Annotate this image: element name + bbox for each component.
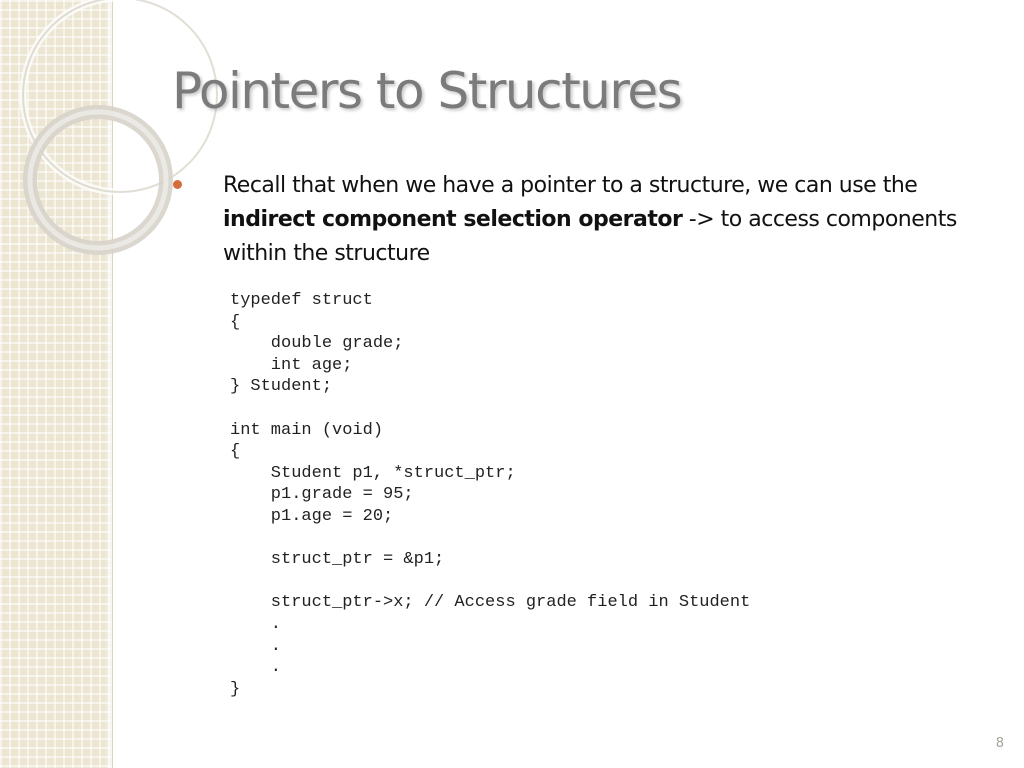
code-line: int age; [230, 355, 353, 375]
code-line: { [230, 442, 241, 462]
code-block [230, 290, 750, 700]
bullet-text [223, 169, 998, 271]
bullet-text-after: -> to access components within the structure [223, 207, 957, 266]
page-number: 8 [995, 736, 1004, 751]
code-line: typedef struct [230, 291, 373, 310]
code-line: { [230, 312, 241, 332]
code-line: struct_ptr->x; // Access grade field in Student [230, 593, 751, 613]
code-line: int main (void) [230, 420, 384, 440]
code-line [230, 398, 750, 420]
bullet-icon [173, 180, 182, 189]
small-ring-highlight [30, 112, 166, 248]
code-line: . [230, 614, 282, 634]
code-line: } Student; [230, 377, 333, 397]
code-line: Student p1, *struct_ptr; [230, 463, 516, 483]
code-line: . [230, 636, 282, 656]
code-line: } [230, 679, 241, 699]
code-line: double grade; [230, 334, 404, 354]
code-line [230, 571, 750, 593]
code-line: p1.grade = 95; [230, 485, 414, 505]
bullet-bold-term: indirect component selection operator [223, 207, 683, 232]
bullet-text-before: Recall that when we have a pointer to a structure, we can use the [223, 173, 918, 198]
code-line: . [230, 658, 282, 678]
slide-title: Pointers to Structures [172, 62, 682, 120]
code-line: struct_ptr = &p1; [230, 550, 445, 570]
code-line [230, 528, 750, 550]
code-line: p1.age = 20; [230, 506, 394, 526]
